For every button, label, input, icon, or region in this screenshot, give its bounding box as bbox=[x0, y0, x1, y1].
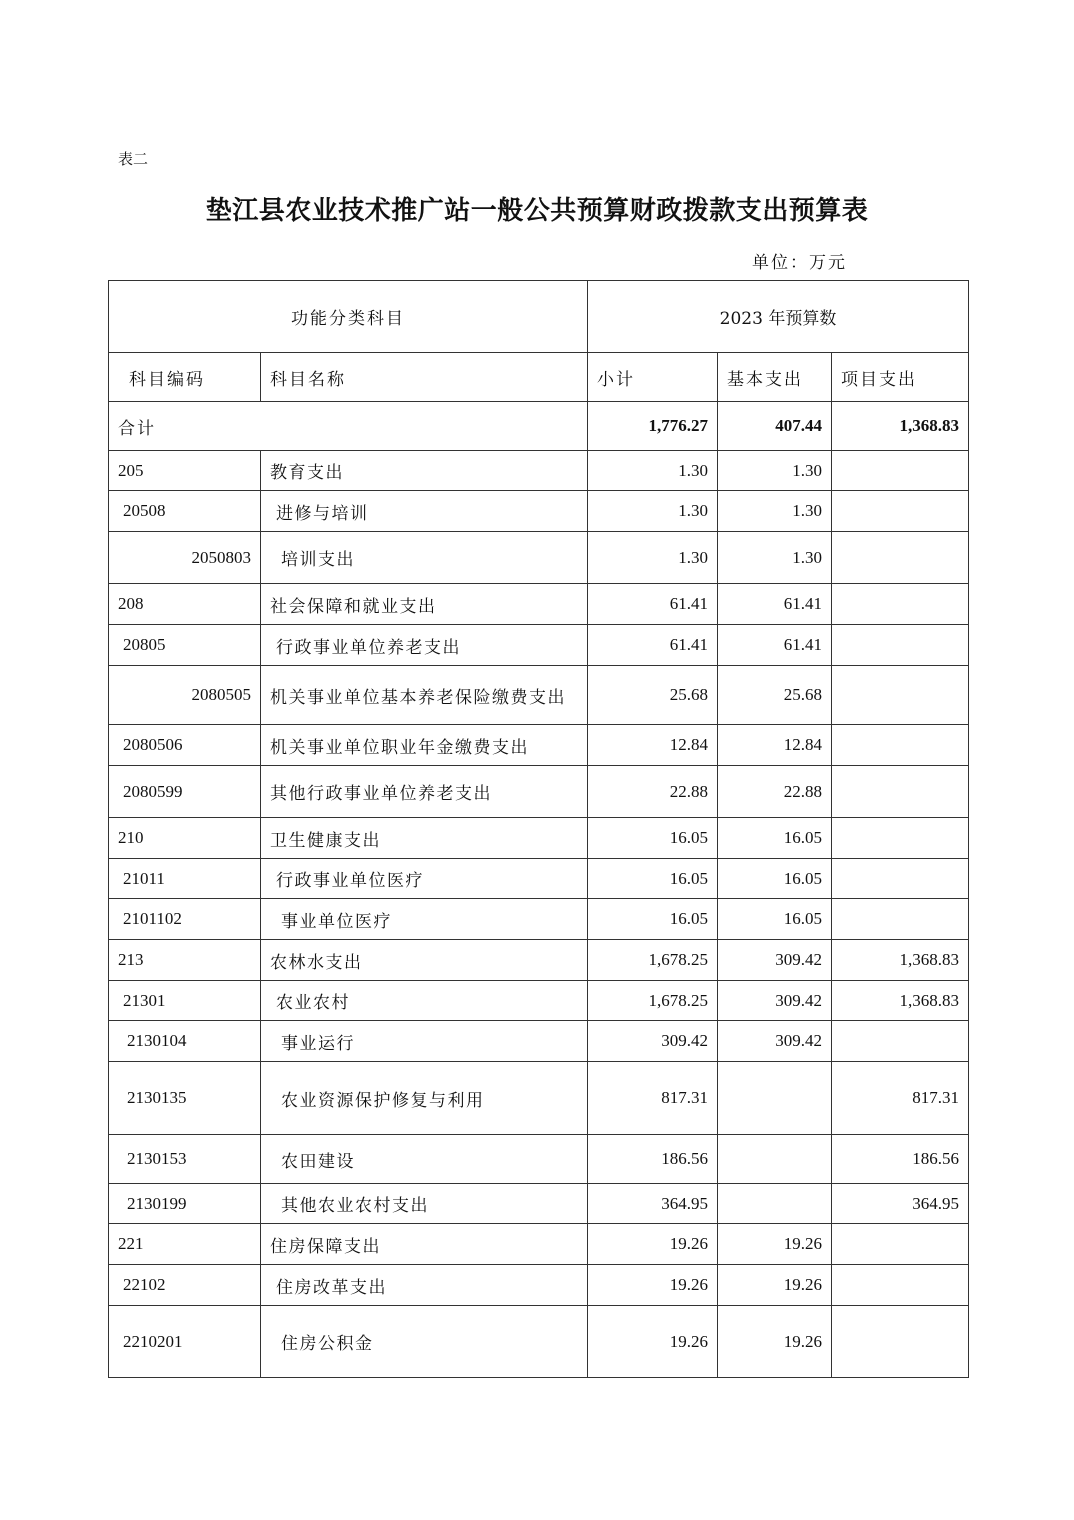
cell-basic: 61.41 bbox=[718, 584, 832, 625]
cell-name: 培训支出 bbox=[261, 532, 588, 584]
table-row bbox=[109, 1021, 969, 1062]
cell-subtotal: 61.41 bbox=[588, 625, 718, 666]
table-row bbox=[109, 981, 969, 1021]
table-row bbox=[109, 532, 969, 584]
cell-subtotal: 19.26 bbox=[588, 1224, 718, 1265]
cell-code: 2101102 bbox=[109, 899, 261, 940]
cell-subtotal: 1.30 bbox=[588, 451, 718, 491]
cell-project: 186.56 bbox=[832, 1135, 969, 1184]
cell-basic: 309.42 bbox=[718, 981, 832, 1021]
header-name: 科目名称 bbox=[261, 353, 588, 402]
cell-name: 农业资源保护修复与利用 bbox=[261, 1062, 588, 1135]
table-row bbox=[109, 859, 969, 899]
cell-name: 行政事业单位医疗 bbox=[261, 859, 588, 899]
total-row bbox=[109, 402, 969, 451]
table-row bbox=[109, 766, 969, 818]
cell-basic bbox=[718, 1184, 832, 1224]
cell-subtotal: 364.95 bbox=[588, 1184, 718, 1224]
cell-name: 社会保障和就业支出 bbox=[261, 584, 588, 625]
cell-code: 21011 bbox=[109, 859, 261, 899]
cell-subtotal: 186.56 bbox=[588, 1135, 718, 1184]
cell-basic: 19.26 bbox=[718, 1224, 832, 1265]
cell-name: 进修与培训 bbox=[261, 491, 588, 532]
cell-basic: 61.41 bbox=[718, 625, 832, 666]
cell-name: 农林水支出 bbox=[261, 940, 588, 981]
cell-name: 农田建设 bbox=[261, 1135, 588, 1184]
cell-code: 2080599 bbox=[109, 766, 261, 818]
table-row bbox=[109, 899, 969, 940]
cell-project: 1,368.83 bbox=[832, 981, 969, 1021]
cell-project: 817.31 bbox=[832, 1062, 969, 1135]
cell-code: 208 bbox=[109, 584, 261, 625]
cell-project bbox=[832, 451, 969, 491]
cell-project bbox=[832, 1265, 969, 1306]
cell-basic: 1.30 bbox=[718, 532, 832, 584]
document-title: 垫江县农业技术推广站一般公共预算财政拨款支出预算表 bbox=[205, 196, 869, 226]
header-column-row bbox=[109, 353, 969, 402]
table-row bbox=[109, 625, 969, 666]
cell-name: 其他农业农村支出 bbox=[261, 1184, 588, 1224]
total-basic: 407.44 bbox=[718, 402, 832, 451]
cell-name: 机关事业单位基本养老保险缴费支出 bbox=[261, 666, 588, 725]
cell-project bbox=[832, 859, 969, 899]
cell-basic: 309.42 bbox=[718, 940, 832, 981]
header-code: 科目编码 bbox=[109, 353, 261, 402]
cell-code: 2130104 bbox=[109, 1021, 261, 1062]
cell-code: 2130199 bbox=[109, 1184, 261, 1224]
table-row bbox=[109, 725, 969, 766]
cell-code: 2210201 bbox=[109, 1306, 261, 1378]
cell-subtotal: 1.30 bbox=[588, 532, 718, 584]
cell-code: 221 bbox=[109, 1224, 261, 1265]
cell-name: 事业单位医疗 bbox=[261, 899, 588, 940]
table-row bbox=[109, 940, 969, 981]
cell-subtotal: 817.31 bbox=[588, 1062, 718, 1135]
cell-name: 住房改革支出 bbox=[261, 1265, 588, 1306]
cell-subtotal: 16.05 bbox=[588, 818, 718, 859]
cell-code: 21301 bbox=[109, 981, 261, 1021]
cell-project bbox=[832, 584, 969, 625]
cell-name: 机关事业单位职业年金缴费支出 bbox=[261, 725, 588, 766]
cell-basic: 309.42 bbox=[718, 1021, 832, 1062]
cell-name: 卫生健康支出 bbox=[261, 818, 588, 859]
cell-basic: 25.68 bbox=[718, 666, 832, 725]
table-row bbox=[109, 451, 969, 491]
header-budget-year: 2023 年预算数 bbox=[588, 281, 969, 353]
cell-project bbox=[832, 1021, 969, 1062]
table-row bbox=[109, 1224, 969, 1265]
total-label: 合计 bbox=[109, 402, 588, 451]
cell-name: 农业农村 bbox=[261, 981, 588, 1021]
cell-name: 事业运行 bbox=[261, 1021, 588, 1062]
cell-code: 210 bbox=[109, 818, 261, 859]
total-project: 1,368.83 bbox=[832, 402, 969, 451]
cell-code: 205 bbox=[109, 451, 261, 491]
cell-name: 其他行政事业单位养老支出 bbox=[261, 766, 588, 818]
cell-code: 20805 bbox=[109, 625, 261, 666]
cell-project bbox=[832, 899, 969, 940]
cell-basic: 19.26 bbox=[718, 1265, 832, 1306]
cell-basic: 22.88 bbox=[718, 766, 832, 818]
cell-basic bbox=[718, 1062, 832, 1135]
cell-project bbox=[832, 532, 969, 584]
header-project: 项目支出 bbox=[832, 353, 969, 402]
cell-basic: 19.26 bbox=[718, 1306, 832, 1378]
cell-code: 2130153 bbox=[109, 1135, 261, 1184]
cell-name: 教育支出 bbox=[261, 451, 588, 491]
cell-code: 20508 bbox=[109, 491, 261, 532]
cell-subtotal: 16.05 bbox=[588, 899, 718, 940]
cell-subtotal: 16.05 bbox=[588, 859, 718, 899]
cell-subtotal: 1,678.25 bbox=[588, 940, 718, 981]
cell-name: 住房保障支出 bbox=[261, 1224, 588, 1265]
cell-project bbox=[832, 1224, 969, 1265]
cell-project: 364.95 bbox=[832, 1184, 969, 1224]
cell-project: 1,368.83 bbox=[832, 940, 969, 981]
cell-project bbox=[832, 491, 969, 532]
table-label: 表二 bbox=[118, 150, 149, 168]
total-subtotal: 1,776.27 bbox=[588, 402, 718, 451]
cell-basic bbox=[718, 1135, 832, 1184]
cell-project bbox=[832, 666, 969, 725]
cell-code: 213 bbox=[109, 940, 261, 981]
cell-code: 22102 bbox=[109, 1265, 261, 1306]
cell-code: 2050803 bbox=[109, 532, 261, 584]
cell-subtotal: 1.30 bbox=[588, 491, 718, 532]
cell-project bbox=[832, 1306, 969, 1378]
cell-basic: 16.05 bbox=[718, 859, 832, 899]
cell-subtotal: 25.68 bbox=[588, 666, 718, 725]
cell-project bbox=[832, 818, 969, 859]
table-row bbox=[109, 666, 969, 725]
header-functional-category: 功能分类科目 bbox=[109, 281, 588, 353]
table-row bbox=[109, 584, 969, 625]
cell-basic: 12.84 bbox=[718, 725, 832, 766]
cell-code: 2080506 bbox=[109, 725, 261, 766]
unit-label: 单位：万元 bbox=[752, 253, 847, 273]
cell-subtotal: 12.84 bbox=[588, 725, 718, 766]
table-row bbox=[109, 1306, 969, 1378]
header-subtotal: 小计 bbox=[588, 353, 718, 402]
cell-basic: 16.05 bbox=[718, 818, 832, 859]
table-row bbox=[109, 1135, 969, 1184]
cell-project bbox=[832, 725, 969, 766]
header-basic: 基本支出 bbox=[718, 353, 832, 402]
table-row bbox=[109, 1062, 969, 1135]
cell-project bbox=[832, 766, 969, 818]
cell-name: 住房公积金 bbox=[261, 1306, 588, 1378]
table-row bbox=[109, 1265, 969, 1306]
cell-code: 2130135 bbox=[109, 1062, 261, 1135]
table-row bbox=[109, 1184, 969, 1224]
cell-subtotal: 22.88 bbox=[588, 766, 718, 818]
cell-name: 行政事业单位养老支出 bbox=[261, 625, 588, 666]
table-row bbox=[109, 818, 969, 859]
budget-table bbox=[108, 280, 969, 1378]
cell-subtotal: 19.26 bbox=[588, 1306, 718, 1378]
cell-subtotal: 19.26 bbox=[588, 1265, 718, 1306]
cell-subtotal: 61.41 bbox=[588, 584, 718, 625]
cell-basic: 16.05 bbox=[718, 899, 832, 940]
cell-code: 2080505 bbox=[109, 666, 261, 725]
cell-basic: 1.30 bbox=[718, 491, 832, 532]
cell-subtotal: 1,678.25 bbox=[588, 981, 718, 1021]
header-group-row bbox=[109, 281, 969, 353]
cell-project bbox=[832, 625, 969, 666]
cell-basic: 1.30 bbox=[718, 451, 832, 491]
table-row bbox=[109, 491, 969, 532]
cell-subtotal: 309.42 bbox=[588, 1021, 718, 1062]
